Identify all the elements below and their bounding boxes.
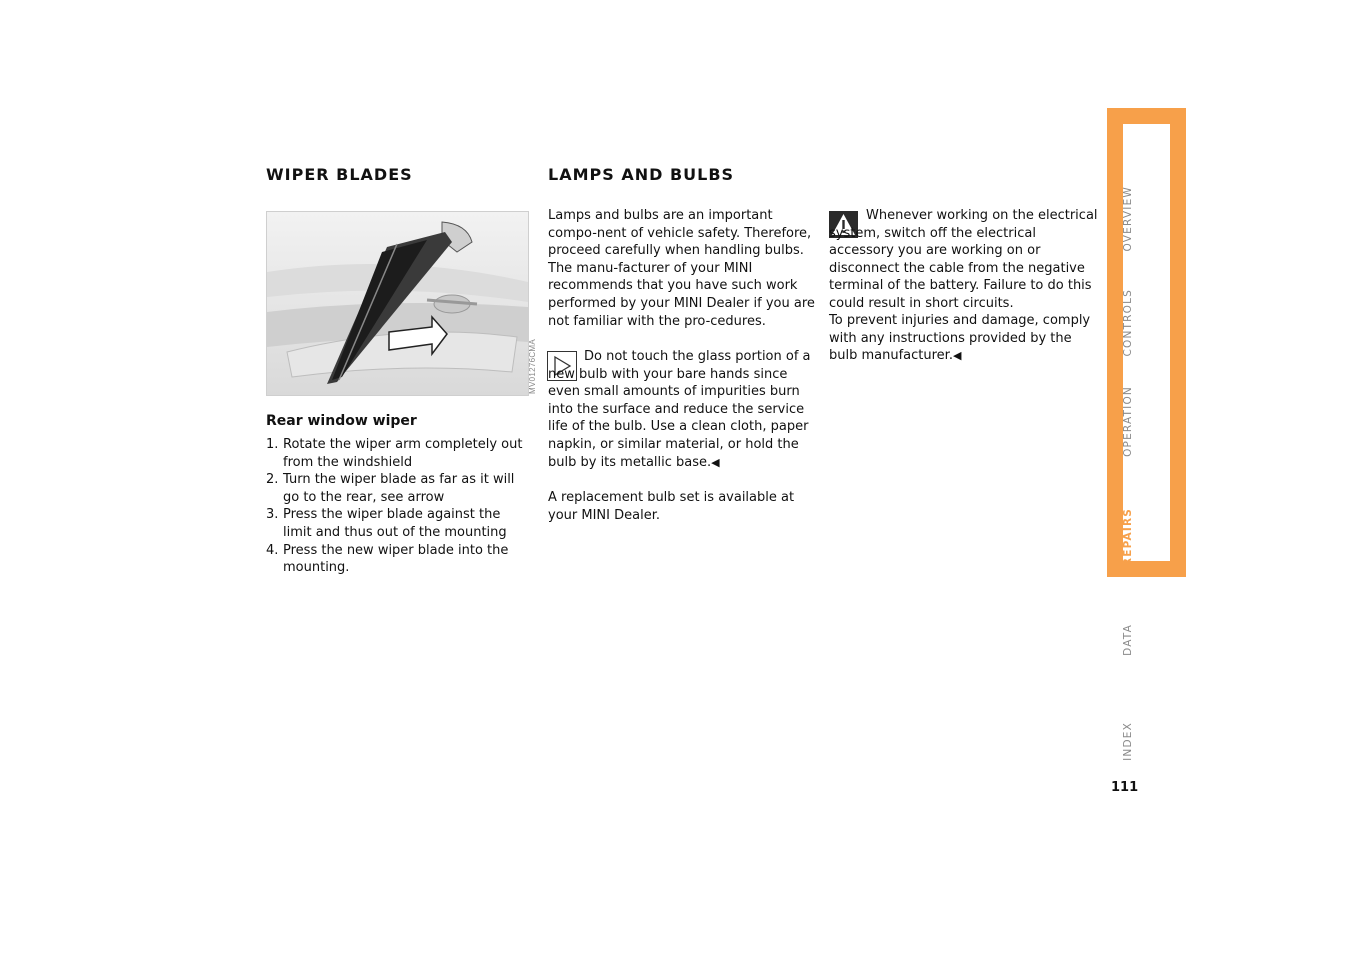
- step-text: Press the wiper blade against the limit and thus out of the mounting: [283, 507, 507, 540]
- warning-paragraph: [829, 207, 1101, 313]
- replacement-paragraph: [548, 489, 820, 524]
- wiper-blade-illustration: [266, 211, 529, 396]
- note-paragraph: [548, 348, 820, 471]
- tab-data[interactable]: DATA: [1122, 624, 1134, 656]
- warning-text: Whenever working on the electrical system, switch off the electrical accessory you are working on or disconnect the cable from the negative terminal of the battery. Failure to do this could result in short circuits.: [829, 208, 1098, 311]
- list-item: [266, 471, 528, 506]
- warning-paragraph-2: [829, 312, 1101, 365]
- tab-operation[interactable]: OPERATION: [1122, 386, 1134, 457]
- step-text: Press the new wiper blade into the mounting.: [283, 542, 509, 576]
- step-number: 4.: [266, 542, 279, 558]
- section-heading-lamps-and-bulbs: LAMPS AND BULBS: [548, 165, 735, 184]
- end-mark-icon: ◀: [711, 455, 720, 469]
- step-text: Turn the wiper blade as far as it will go to the rear, see arrow: [283, 472, 515, 505]
- list-item: [266, 506, 528, 541]
- step-number: 1.: [266, 437, 279, 452]
- figure-code: MV01276CMA: [528, 338, 537, 394]
- lamps-intro-paragraph: [548, 207, 820, 330]
- intro-text: Lamps and bulbs are an important compo-nent of vehicle safety. Therefore, proceed carefully when handling bulbs. The manu-facturer of your MINI recommends that you have such work performed by your MINI Dealer if you are not familiar with the pro-cedures.: [548, 208, 815, 329]
- tab-repairs[interactable]: REPAIRS: [1122, 508, 1134, 567]
- warning-text-2: To prevent injuries and damage, comply with any instructions provided by the bulb manufacturer.: [829, 313, 1091, 364]
- section-heading-wiper-blades: WIPER BLADES: [266, 165, 413, 184]
- step-number: 3.: [266, 507, 279, 523]
- step-text: Rotate the wiper arm completely out from the windshield: [283, 437, 523, 470]
- list-item: [266, 436, 528, 471]
- wiper-steps-list: [266, 436, 528, 577]
- step-number: 2.: [266, 472, 279, 488]
- replacement-text: A replacement bulb set is available at your MINI Dealer.: [548, 490, 795, 523]
- tab-overview[interactable]: OVERVIEW: [1122, 186, 1134, 252]
- list-item: [266, 542, 528, 577]
- page-number: 111: [1111, 780, 1139, 795]
- wiper-illustration-svg: [267, 212, 528, 395]
- note-text: Do not touch the glass portion of a new bulb with your bare hands since even small amounts of impurities burn into the surface and reduce the service life of the bulb. Use a clean cloth, paper napkin, or similar material, or hold the bulb by its metallic base.: [548, 349, 811, 470]
- tab-controls[interactable]: CONTROLS: [1122, 289, 1134, 357]
- tab-index[interactable]: INDEX: [1122, 722, 1134, 761]
- subheading-rear-window-wiper: Rear window wiper: [266, 413, 417, 429]
- end-mark-icon: ◀: [952, 349, 962, 363]
